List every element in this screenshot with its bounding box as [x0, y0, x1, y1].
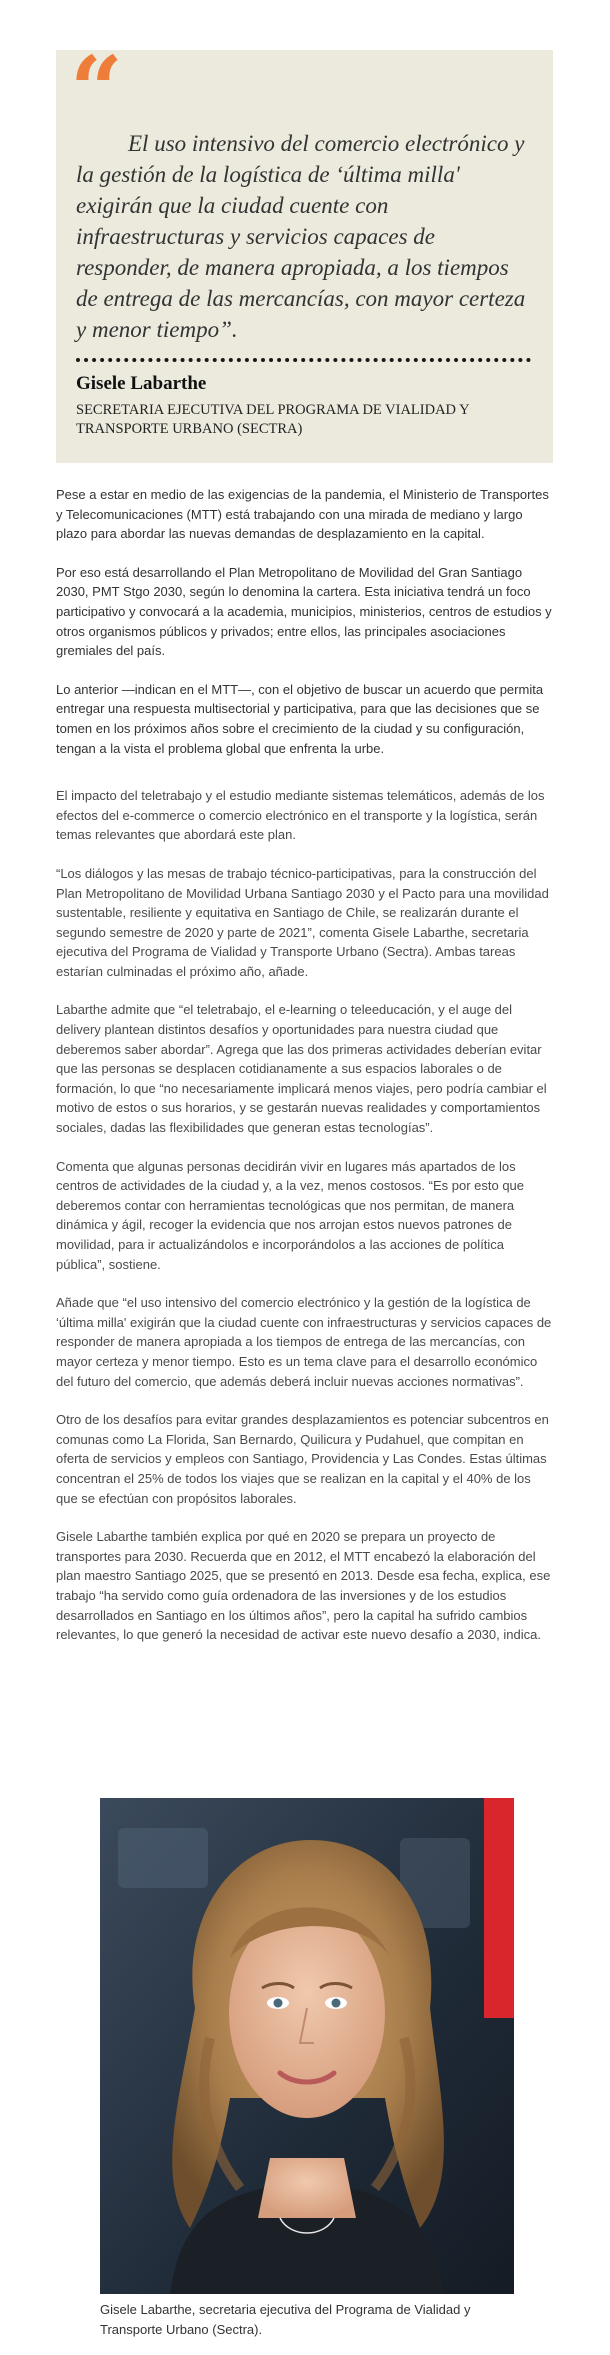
- portrait-photo: [100, 1798, 514, 2294]
- article-paragraph: Gisele Labarthe también explica por qué en 2020 se prepara un proyecto de transportes para 2030. Recuerda que en 2012, el MTT encabezó la elaboración del plan maestro Santiago 2025, que se presentó en 2013. Desde esa fecha, explica, ese trabajo “ha servido como guía ordenadora de las inversiones y de los estudios desarrollados en Santiago en los últimos años”, pero la capital ha sufrido cambios relevantes, lo que generó la necesidad de activar este nuevo desafío a 2030, indica.: [56, 1529, 551, 1643]
- quote-divider: [76, 358, 531, 362]
- pull-quote-text: El uso intensivo del comercio electrónico y la gestión de la logística de ‘última milla' exigirán que la ciudad cuente con infraestructuras y servicios capaces de responder, de manera apropiada, a los tiempos de entrega de las mercancías, con mayor certeza y menor tiempo”.: [76, 131, 526, 342]
- quote-author-role: SECRETARIA EJECUTIVA DEL PROGRAMA DE VIALIDAD Y TRANSPORTE URBANO (SECTRA): [76, 402, 470, 437]
- article-paragraph: El impacto del teletrabajo y el estudio mediante sistemas telemáticos, además de los efectos del e-commerce o comercio electrónico en el transporte y la logística, serán temas relevantes que abordará este plan.: [56, 788, 545, 843]
- article-paragraph: “Los diálogos y las mesas de trabajo técnico-participativas, para la construcción del Plan Metropolitano de Movilidad Urbana Santiago 2030 y el Pacto para una movilidad sustentable, resiliente y equitativa en Santiago de Chile, se realizarán durante el segundo semestre de 2020 y parte de 2021”, comenta Gisele Labarthe, secretaria ejecutiva del Programa de Vialidad y Transporte Urbano (Sectra). Ambas tareas estarían culminadas el próximo año, añade.: [56, 865, 549, 979]
- article-paragraph: Pese a estar en medio de las exigencias de la pandemia, el Ministerio de Transportes y Telecomunicaciones (MTT) está trabajando con una mirada de mediano y largo plazo para abordar las nuevas demandas de desplazamiento en la capital.: [56, 487, 549, 542]
- article-paragraph: Lo anterior —indican en el MTT—, con el objetivo de buscar un acuerdo que permita entregar una respuesta multisectorial y participativa, para que las decisiones que se tomen en los próximos años sobre el crecimiento de la ciudad y su configuración, tengan a la vista el problema global que enfrenta la urbe.: [56, 681, 544, 756]
- quote-author: Gisele Labarthe: [76, 373, 207, 394]
- quote-mark-icon: “: [70, 36, 123, 144]
- article-paragraph: Otro de los desafíos para evitar grandes desplazamientos es potenciar subcentros en comunas como La Florida, San Bernardo, Quilicura y Pudahuel, que compitan en oferta de servicios y empleos con Santiago, Providencia y Las Condes. Estas últimas concentran el 25% de todos los viajes que se realizan en la capital y el 40% de los que se efectúan con propósitos laborales.: [56, 1412, 549, 1506]
- article-paragraph: Comenta que algunas personas decidirán vivir en lugares más apartados de los centros de actividades de la ciudad y, a la vez, menos costosos. “Es por esto que deberemos contar con herramientas tecnológicas que nos permitan, de manera dinámica y ágil, recoger la evidencia que nos arrojan estos nuevos patrones de movilidad, para ir actualizándolos e incorporándolos a las acciones de política pública”, sostiene.: [56, 1158, 525, 1272]
- portrait-illustration: [100, 1798, 514, 2294]
- article-paragraph: Añade que “el uso intensivo del comercio electrónico y la gestión de la logística de ‘última milla' exigirán que la ciudad cuente con infraestructuras y servicios capaces de responder de manera apropiada a los tiempos de entrega de las mercancías, con mayor certeza y menor tiempo. Esto es un tema clave para el desarrollo económico del futuro del comercio, que además deberá incluir nuevas acciones normativas”.: [56, 1295, 552, 1389]
- article-body: [56, 485, 556, 1664]
- pull-quote-box: [56, 36, 553, 463]
- article-paragraph: Por eso está desarrollando el Plan Metropolitano de Movilidad del Gran Santiago 2030, PMT Stgo 2030, según lo denomina la cartera. Esta iniciativa tendrá un foco participativo y convocará a la academia, municipios, ministerios, centros de estudios y otros organismos públicos y privados; entre ellos, las principales asociaciones gremiales del país.: [56, 564, 552, 659]
- article-paragraph: Labarthe admite que “el teletrabajo, el e-learning o teleeducación, y el auge del delivery plantean distintos desafíos y oportunidades para nuestra ciudad que deberemos saber abordar”. Agrega que las dos primeras actividades deberían evitar que las personas se desplacen cotidianamente a sus espacios laborales o de formación, lo que “no necesariamente implicará menos viajes, pero podría cambiar el motivo de estos o sus horarios, y se gestarán nuevas realidades y comportamientos sociales, dadas las flexibilidades que generan estas tecnologías”.: [56, 1002, 547, 1136]
- photo-caption: Gisele Labarthe, secretaria ejecutiva del Programa de Vialidad y Transporte Urbano (Sectra).: [100, 2302, 471, 2337]
